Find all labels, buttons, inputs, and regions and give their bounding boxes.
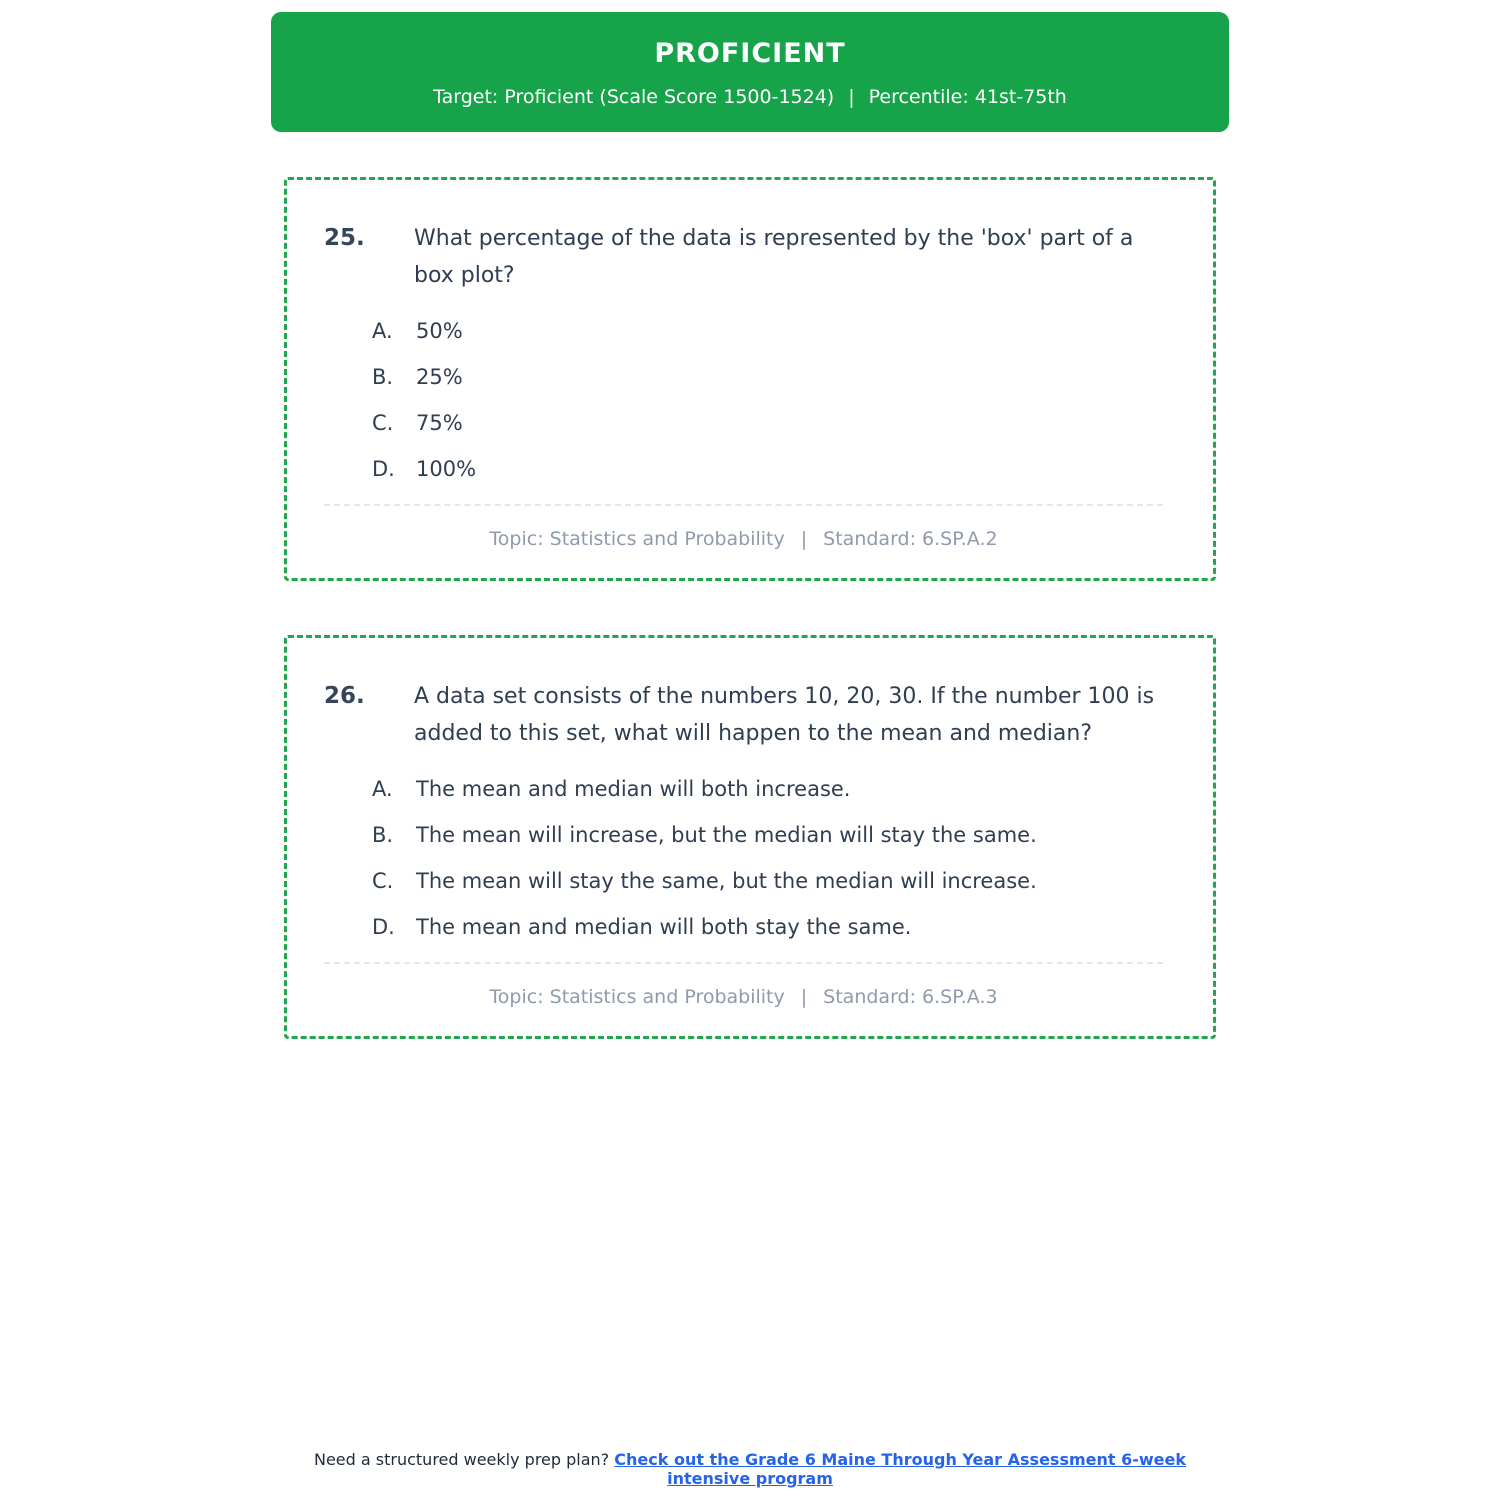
meta-separator: | bbox=[800, 528, 808, 550]
option-text: 25% bbox=[416, 365, 463, 389]
question-meta bbox=[324, 528, 1163, 550]
question-number: 25. bbox=[324, 225, 365, 251]
option-text: 50% bbox=[416, 319, 463, 343]
options-list bbox=[372, 778, 1163, 939]
option-letter: B. bbox=[372, 823, 394, 847]
option-text: The mean and median will both stay the same. bbox=[416, 915, 912, 939]
banner-separator: | bbox=[848, 86, 855, 108]
meta-separator: | bbox=[800, 986, 808, 1008]
option-a bbox=[372, 320, 1163, 343]
option-d bbox=[372, 916, 1163, 939]
option-text: The mean and median will both increase. bbox=[416, 777, 851, 801]
page-content bbox=[271, 12, 1229, 1039]
question-text: A data set consists of the numbers 10, 20, 30. If the number 100 is added to this set, what will happen to the mean and median? bbox=[414, 684, 1155, 746]
footer-text bbox=[270, 1450, 1230, 1488]
option-letter: A. bbox=[372, 777, 393, 801]
banner-target-label: Target: Proficient (Scale Score 1500-1524) bbox=[433, 86, 835, 108]
banner-title: PROFICIENT bbox=[654, 38, 846, 69]
option-b bbox=[372, 366, 1163, 389]
option-c bbox=[372, 412, 1163, 435]
option-d bbox=[372, 458, 1163, 481]
option-letter: C. bbox=[372, 411, 394, 435]
option-letter: D. bbox=[372, 915, 395, 939]
topic-label: Topic: Statistics and Probability bbox=[489, 528, 785, 550]
question-card-25 bbox=[284, 177, 1216, 581]
proficiency-banner bbox=[271, 12, 1229, 132]
footer bbox=[0, 1450, 1500, 1488]
option-letter: B. bbox=[372, 365, 394, 389]
option-letter: C. bbox=[372, 869, 394, 893]
prep-program-link[interactable]: Check out the Grade 6 Maine Through Year Assessment 6-week intensive program bbox=[614, 1450, 1186, 1488]
option-b bbox=[372, 824, 1163, 847]
option-c bbox=[372, 870, 1163, 893]
option-text: 75% bbox=[416, 411, 463, 435]
topic-label: Topic: Statistics and Probability bbox=[489, 986, 785, 1008]
question-card-26 bbox=[284, 635, 1216, 1039]
option-text: The mean will stay the same, but the median will increase. bbox=[416, 869, 1037, 893]
question-head bbox=[324, 220, 1163, 294]
option-text: 100% bbox=[416, 457, 477, 481]
question-text: What percentage of the data is represented by the 'box' part of a box plot? bbox=[414, 226, 1134, 288]
footer-prefix: Need a structured weekly prep plan? bbox=[313, 1450, 615, 1469]
option-text: The mean will increase, but the median will stay the same. bbox=[416, 823, 1037, 847]
banner-subtitle bbox=[291, 86, 1209, 108]
option-a bbox=[372, 778, 1163, 801]
banner-percentile-label: Percentile: 41st-75th bbox=[868, 86, 1067, 108]
option-letter: D. bbox=[372, 457, 395, 481]
option-letter: A. bbox=[372, 319, 393, 343]
divider bbox=[324, 962, 1163, 964]
question-meta bbox=[324, 986, 1163, 1008]
standard-label: Standard: 6.SP.A.3 bbox=[823, 986, 998, 1008]
question-number: 26. bbox=[324, 683, 365, 709]
standard-label: Standard: 6.SP.A.2 bbox=[823, 528, 998, 550]
question-head bbox=[324, 678, 1163, 752]
divider bbox=[324, 504, 1163, 506]
options-list bbox=[372, 320, 1163, 481]
